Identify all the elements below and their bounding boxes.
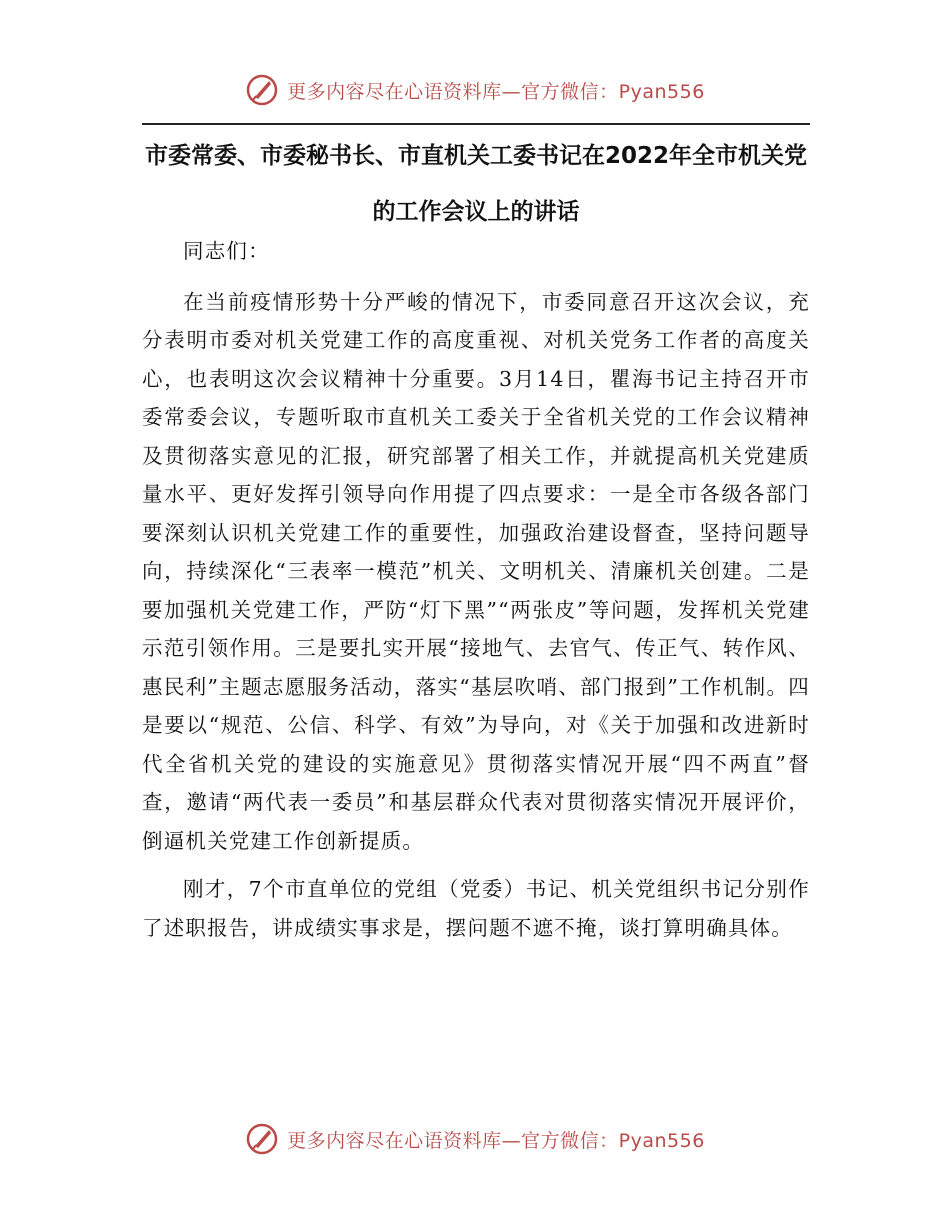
title-divider [142, 123, 810, 125]
footer-watermark [0, 1117, 950, 1161]
watermark-text: 更多内容尽在心语资料库—官方微信：Pyan556 [287, 80, 705, 103]
paragraph: 在当前疫情形势十分严峻的情况下，市委同意召开这次会议，充分表明市委对机关党建工作的高度重视、对机关党务工作者的高度关心，也表明这次会议精神十分重要。3月14日，瞿海书记主持召开市委常委会议，专题听取市直机关工委关于全省机关党的工作会议精神及贯彻落实意见的汇报，研究部署了相关工作，并就提高机关党建质量水平、更好发挥引领导向作用提了四点要求：一是全市各级各部门要深刻认识机关党建工作的重要性，加强政治建设督查，坚持问题导向，持续深化“三表率一模范”机关、文明机关、清廉机关创建。二是要加强机关党建工作，严防“灯下黑”“两张皮”等问题，发挥机关党建示范引领作用。三是要扎实开展“接地气、去官气、传正气、转作风、惠民利”主题志愿服务活动，落实“基层吹哨、部门报到”工作机制。四是要以“规范、公信、科学、有效”为导向，对《关于加强和改进新时代全省机关党的建设的实施意见》贯彻落实情况开展“四不两直”督查，邀请“两代表一委员”和基层群众代表对贯彻落实情况开展评价，倒逼机关党建工作创新提质。 [142, 289, 810, 853]
quill-pen-logo-icon [245, 73, 279, 107]
watermark-text: 更多内容尽在心语资料库—官方微信：Pyan556 [287, 1129, 705, 1152]
document-title: 市委常委、市委秘书长、市直机关工委书记在2022年全市机关党的工作会议上的讲话 [144, 143, 807, 225]
document-body [142, 232, 810, 947]
quill-pen-logo-icon [245, 1122, 279, 1156]
salutation: 同志们： [183, 239, 270, 263]
paragraph: 刚才，7个市直单位的党组（党委）书记、机关党组织书记分别作了述职报告，讲成绩实事求是，摆问题不遮不掩，谈打算明确具体。 [142, 877, 810, 940]
header-watermark [0, 68, 950, 112]
